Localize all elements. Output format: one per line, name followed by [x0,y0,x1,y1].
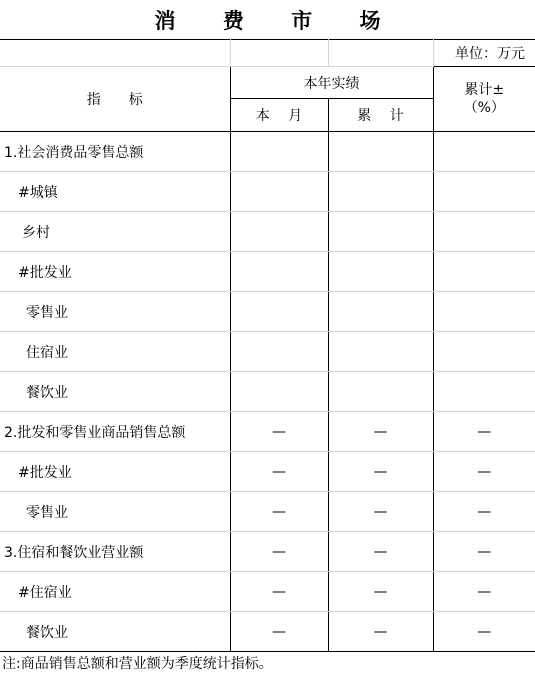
header-cumulative-change-line2: （%） [463,100,505,116]
row-pct: — [433,572,535,612]
table-row [0,492,535,532]
row-month [230,212,328,252]
row-label: 乡村 [0,212,230,252]
row-month [230,132,328,172]
row-cumulative: — [328,532,433,572]
row-pct: — [433,532,535,572]
row-label: 餐饮业 [0,612,230,652]
header-indicator: 指 标 [0,67,230,132]
row-pct: — [433,612,535,652]
row-month: — [230,572,328,612]
row-cumulative [328,292,433,332]
row-cumulative [328,372,433,412]
row-label: 2.批发和零售业商品销售总额 [0,412,230,452]
row-month: — [230,612,328,652]
row-cumulative [328,332,433,372]
table-row [0,532,535,572]
row-label: #批发业 [0,452,230,492]
row-cumulative [328,172,433,212]
table-note: 注:商品销售总额和营业额为季度统计指标。 [2,655,273,672]
row-month: — [230,452,328,492]
row-cumulative: — [328,412,433,452]
row-pct: — [433,412,535,452]
row-cumulative: — [328,612,433,652]
row-label: #批发业 [0,252,230,292]
table-row [0,172,535,212]
table-row [0,212,535,252]
row-month [230,372,328,412]
row-label: 3.住宿和餐饮业营业额 [0,532,230,572]
row-label: #住宿业 [0,572,230,612]
row-pct [433,252,535,292]
row-cumulative: — [328,452,433,492]
consumer-market-table [0,39,535,674]
row-label: 零售业 [0,492,230,532]
page-title: 消 费 市 场 [154,9,401,33]
row-label: 1.社会消费品零售总额 [0,132,230,172]
row-month: — [230,492,328,532]
row-label: #城镇 [0,172,230,212]
unit-label: 单位：万元 [433,40,535,67]
table-row [0,332,535,372]
table-row [0,452,535,492]
row-cumulative [328,252,433,292]
row-month: — [230,412,328,452]
row-label: 零售业 [0,292,230,332]
row-pct [433,372,535,412]
row-cumulative [328,212,433,252]
row-pct: — [433,492,535,532]
header-cumulative-change-line1: 累计± [464,82,505,98]
table-row [0,132,535,172]
table-row [0,292,535,332]
table-row [0,572,535,612]
row-pct: — [433,452,535,492]
row-cumulative: — [328,492,433,532]
row-cumulative [328,132,433,172]
row-month [230,172,328,212]
header-cumulative-change [433,67,535,132]
row-label: 餐饮业 [0,372,230,412]
row-month [230,292,328,332]
table-row [0,252,535,292]
row-pct [433,132,535,172]
row-pct [433,332,535,372]
header-cumulative: 累 计 [328,99,433,132]
header-current-year: 本年实绩 [230,67,433,99]
table-row [0,412,535,452]
row-pct [433,212,535,252]
row-month: — [230,532,328,572]
row-pct [433,172,535,212]
row-cumulative: — [328,572,433,612]
table-row [0,372,535,412]
table-row [0,612,535,652]
header-this-month: 本 月 [230,99,328,132]
row-pct [433,292,535,332]
row-month [230,252,328,292]
row-label: 住宿业 [0,332,230,372]
row-month [230,332,328,372]
